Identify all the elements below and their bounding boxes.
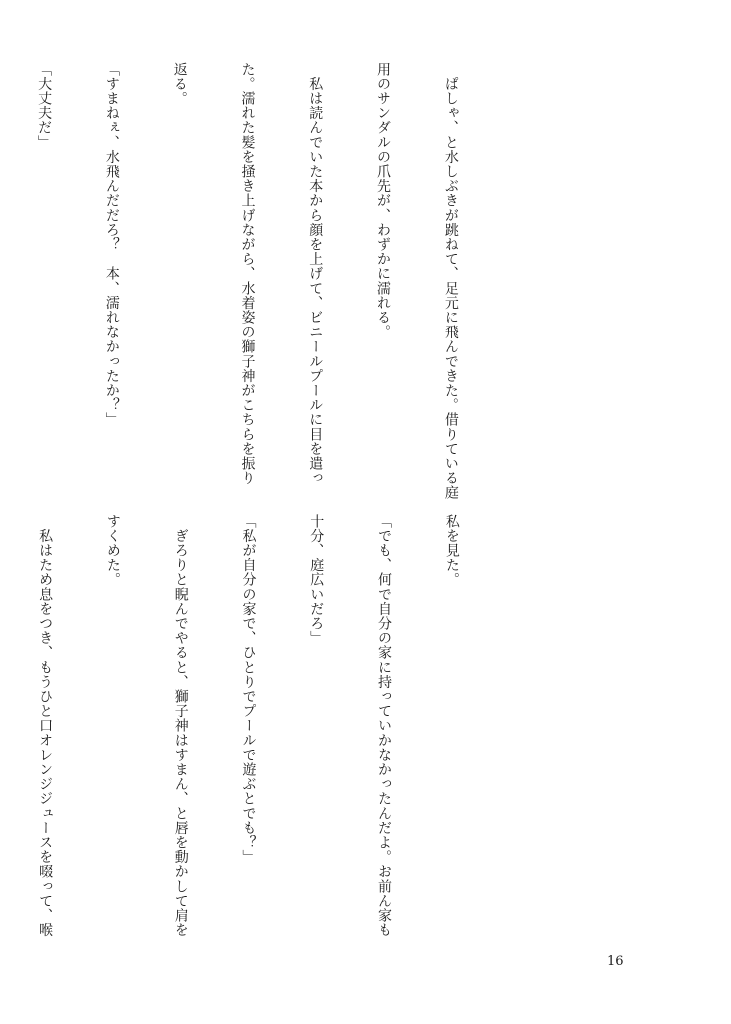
text-line: すくめた。 [104,514,121,587]
text-line: 返る。 [171,62,188,106]
text-line: ぎろりと睨んでやると、獅子神はすまん、と唇を動かして肩を [172,514,189,938]
text-line: 十分、庭広いだろ」 [308,514,325,646]
text-block-lower [0,514,508,954]
text-line: 私はため息をつき、もうひと口オレンジジュースを啜って、喉 [37,514,54,938]
text-line: 用のサンダルの爪先が、わずかに濡れる。 [375,62,392,340]
text-line: 「私が自分の家で、ひとりでプールで遊ぶとでも？」 [240,514,257,865]
page-number: 16 [607,954,624,969]
text-line: た。濡れた髪を掻き上げながら、水着姿の獅子神がこちらを振り [239,62,256,486]
text-block-upper [0,62,507,502]
text-line: 「大丈夫だ」 [36,62,53,150]
text-line: 私を見た。 [443,514,460,587]
text-line: 「すまねぇ、水飛んだだろ？ 本、濡れなかったか？」 [103,62,120,427]
text-line: 「でも、何で自分の家に持っていかなかったんだよ。お前ん家も [376,514,393,938]
text-line: ぱしゃ、と水しぶきが跳ねて、足元に飛んできた。借りている庭 [442,62,459,500]
text-line: 私は読んでいた本から顔を上げて、ビニールプールに目を遣っ [307,62,324,486]
